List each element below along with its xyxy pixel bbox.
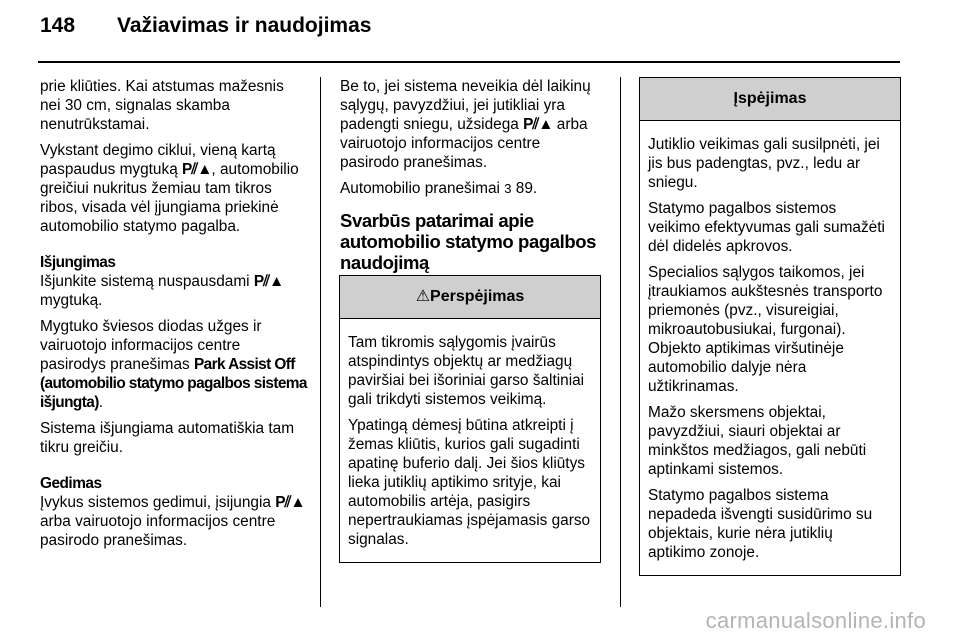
caution-paragraph-1: Jutiklio veikimas gali susilpnėti, jei jis bus padengtas, pvz., ledu ar sniegu. [648, 136, 880, 191]
park-assist-icon: P⫽▲ [275, 494, 305, 511]
subheading-switching-off: Išjungimas [40, 254, 116, 271]
text-column-1 [40, 77, 308, 557]
caution-box-header [640, 78, 900, 121]
warning-paragraph-1: Tam tikromis sąlygomis įvairūs atspindintys objektų ar medžiagų paviršiai bei išoriniai garso šaltiniai gali trikdyti sistemos veikimą. [348, 334, 585, 408]
column-divider-1 [320, 77, 321, 607]
warning-box [339, 275, 601, 563]
watermark: carmanualsonline.info [705, 608, 926, 633]
text-column-2 [340, 77, 602, 285]
paragraph-temporary-conditions: Be to, jei sistema neveikia dėl laikinų sąlygų, pavyzdžiui, jei jutikliai yra padengti sniegu, užsidega P⫽▲ arba vairuotojo informacijos centre pasirodo pranešimas. [340, 78, 591, 171]
caution-paragraph-5: Statymo pagalbos sistema nepadeda išvengti susidūrimo su objektais, kurie nėra jutiklių aptikimo zonoje. [648, 487, 873, 561]
warning-box-header [340, 276, 600, 319]
paragraph-vehicle-messages-ref: Automobilio pranešimai 3 89. [340, 180, 538, 197]
message-park-assist-off: Park Assist Off (automobilio statymo pagalbos sistema išjungta) [40, 356, 307, 411]
paragraph-obstacle-signal: prie kliūties. Kai atstumas mažesnis nei 30 cm, signalas skamba nenutrūkstamai. [40, 78, 284, 133]
paragraph-led-message: Mygtuko šviesos diodas užges ir vairuotojo informacijos centre pasirodys pranešimas Park Assist Off (automobilio statymo pagalbos sistema išjungta). [40, 318, 307, 411]
page-reference-arrow-icon: 3 [504, 181, 512, 196]
paragraph-auto-off: Sistema išjungiama automatiškia tam tikru greičiu. [40, 420, 295, 456]
paragraph-reactivation: Vykstant degimo ciklui, vieną kartą paspaudus mygtuką P⫽▲, automobilio greičiui nukritus žemiau tam tikros ribos, visada vėl įjungiama priekinė automobilio statymo pagalba. [40, 142, 299, 235]
header-divider [38, 61, 900, 63]
park-assist-icon: P⫽▲ [253, 273, 284, 290]
caution-paragraph-2: Statymo pagalbos sistemos veikimo efektyvumas gali sumažėti dėl didelės apkrovos. [648, 200, 885, 255]
column-divider-2 [620, 77, 621, 607]
caution-box-title: Įspėjimas [733, 90, 807, 107]
page-title: Važiavimas ir naudojimas [117, 14, 372, 37]
paragraph-switch-off: Išjunkite sistemą nuspausdami P⫽▲ mygtuką. [40, 273, 284, 309]
subheading-fault: Gedimas [40, 475, 102, 492]
page-number: 148 [40, 14, 76, 37]
page-header [40, 14, 371, 38]
caution-paragraph-3: Specialios sąlygos taikomos, jei įtraukiamos aukštesnės transporto priemonės (pvz., visureigiai, mikroautobusiukai, furgonai). Objekto aptikimas viršutinėje automobilio dalyje nėra užtikrinamas. [648, 264, 883, 395]
section-heading-tips: Svarbūs patarimai apie automobilio statymo pagalbos naudojimą [340, 210, 597, 273]
caution-box [639, 77, 901, 576]
caution-paragraph-4: Mažo skersmens objektai, pavyzdžiui, siauri objektai ar minkštos medžiagos, gali nebūti aptinkami sistemos. [648, 404, 867, 478]
park-assist-icon: P⫽▲ [182, 161, 212, 178]
paragraph-fault: Įvykus sistemos gedimui, įsijungia P⫽▲ arba vairuotojo informacijos centre pasirodo pranešimas. [40, 494, 305, 549]
warning-box-title: Perspėjimas [430, 288, 525, 305]
park-assist-icon: P⫽▲ [523, 116, 553, 133]
warning-paragraph-2: Ypatingą dėmesį būtina atkreipti į žemas kliūtis, kurios gali sugadinti apatinę buferio dalį. Jei šios kliūtys lieka jutiklių aptikimo srityje, kai automobilis artėja, pasigirs nepertraukiamas įspėjamasis garso signalas. [348, 417, 591, 548]
warning-triangle-icon: ⚠ [415, 288, 431, 305]
